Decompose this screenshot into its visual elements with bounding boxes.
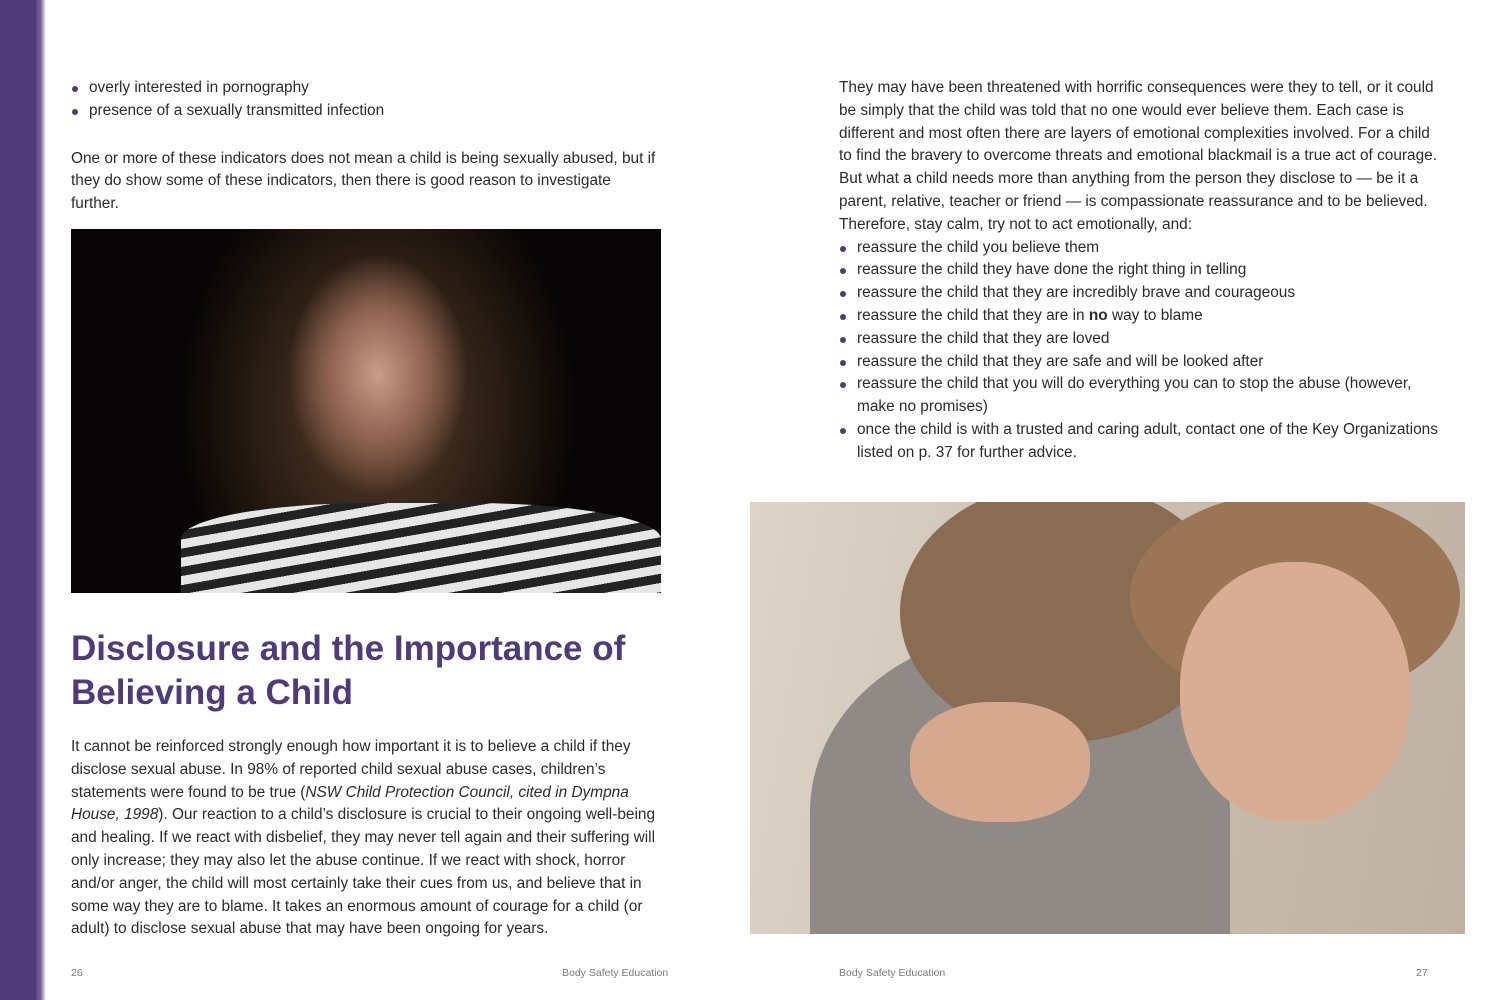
blame-text-after: way to blame	[1107, 306, 1203, 324]
list-item: once the child is with a trusted and caring adult, contact one of the Key Organizations listed on p. 37 for further advice.	[839, 419, 1439, 465]
photo-sad-girl	[71, 229, 661, 593]
indicator-paragraph: One or more of these indicators does not mean a child is being sexually abused, but if they do show some of these indicators, then there is good reason to investigate further.	[71, 149, 656, 213]
child-arm-shape	[910, 702, 1090, 822]
list-item: overly interested in pornography	[71, 77, 663, 100]
body-text-part2: ). Our reaction to a child’s disclosure is crucial to their ongoing well-being and healing. If we react with disbelief, they may never tell again and their suffering will only increase; they may also let the abuse continue. If we react with shock, horror and/or anger, the child will most certainly take their cues from us, and believe that in some way they are to blame. It takes an enormous amount of courage for a child (or adult) to disclose sexual abuse that may have been ongoing for years.	[71, 806, 656, 938]
section-heading: Disclosure and the Importance of Believing a Child	[71, 629, 626, 712]
list-item: presence of a sexually transmitted infection	[71, 100, 663, 123]
list-item: reassure the child you believe them	[839, 237, 1439, 260]
indicator-bullet-list	[71, 77, 663, 123]
left-page-top-text	[71, 77, 663, 216]
blame-text-bold: no	[1088, 306, 1108, 324]
body-text-part1: It cannot be reinforced strongly enough how important it is to believe a child if they disclose sexual abuse. In 98% of reported child sexual abuse cases, children’s statements were found to be true (	[71, 738, 631, 801]
list-item: reassure the child that they are loved	[839, 328, 1439, 351]
torn-edge-decoration	[36, 0, 46, 1000]
list-item: reassure the child they have done the right thing in telling	[839, 259, 1439, 282]
right-page-text	[839, 77, 1439, 465]
disclosure-paragraph	[71, 736, 663, 941]
photo-hugging-child	[750, 502, 1465, 934]
list-item: reassure the child that you will do everything you can to stop the abuse (however, make no promises)	[839, 373, 1439, 419]
citation: NSW Child Protection Council, cited in Dympna House, 1998	[71, 783, 629, 824]
list-item: reassure the child that they are incredibly brave and courageous	[839, 282, 1439, 305]
right-footer-title: Body Safety Education	[839, 967, 946, 979]
reassure-bullet-list	[839, 237, 1439, 465]
blame-text-before: reassure the child that they are in	[857, 306, 1089, 324]
list-item: reassure the child that they are safe and will be looked after	[839, 351, 1439, 374]
right-page-number: 27	[1416, 967, 1428, 979]
child-face-shape	[1180, 562, 1410, 822]
left-page-number: 26	[71, 967, 83, 979]
list-item	[839, 305, 1439, 328]
left-footer-title: Body Safety Education	[562, 967, 669, 979]
intro-paragraph: They may have been threatened with horrific consequences were they to tell, or it could be simply that the child was told that no one would ever believe them. Each case is different and most often there are layers of emotional complexities involved. For a child to find the bravery to overcome threats and emotional blackmail is a true act of courage. But what a child needs more than anything from the person they disclose to — be it a parent, relative, teacher or friend — is compassionate reassurance and to be believed. Therefore, stay calm, try not to act emotionally, and:	[839, 79, 1437, 233]
striped-shirt-shape	[181, 503, 661, 593]
